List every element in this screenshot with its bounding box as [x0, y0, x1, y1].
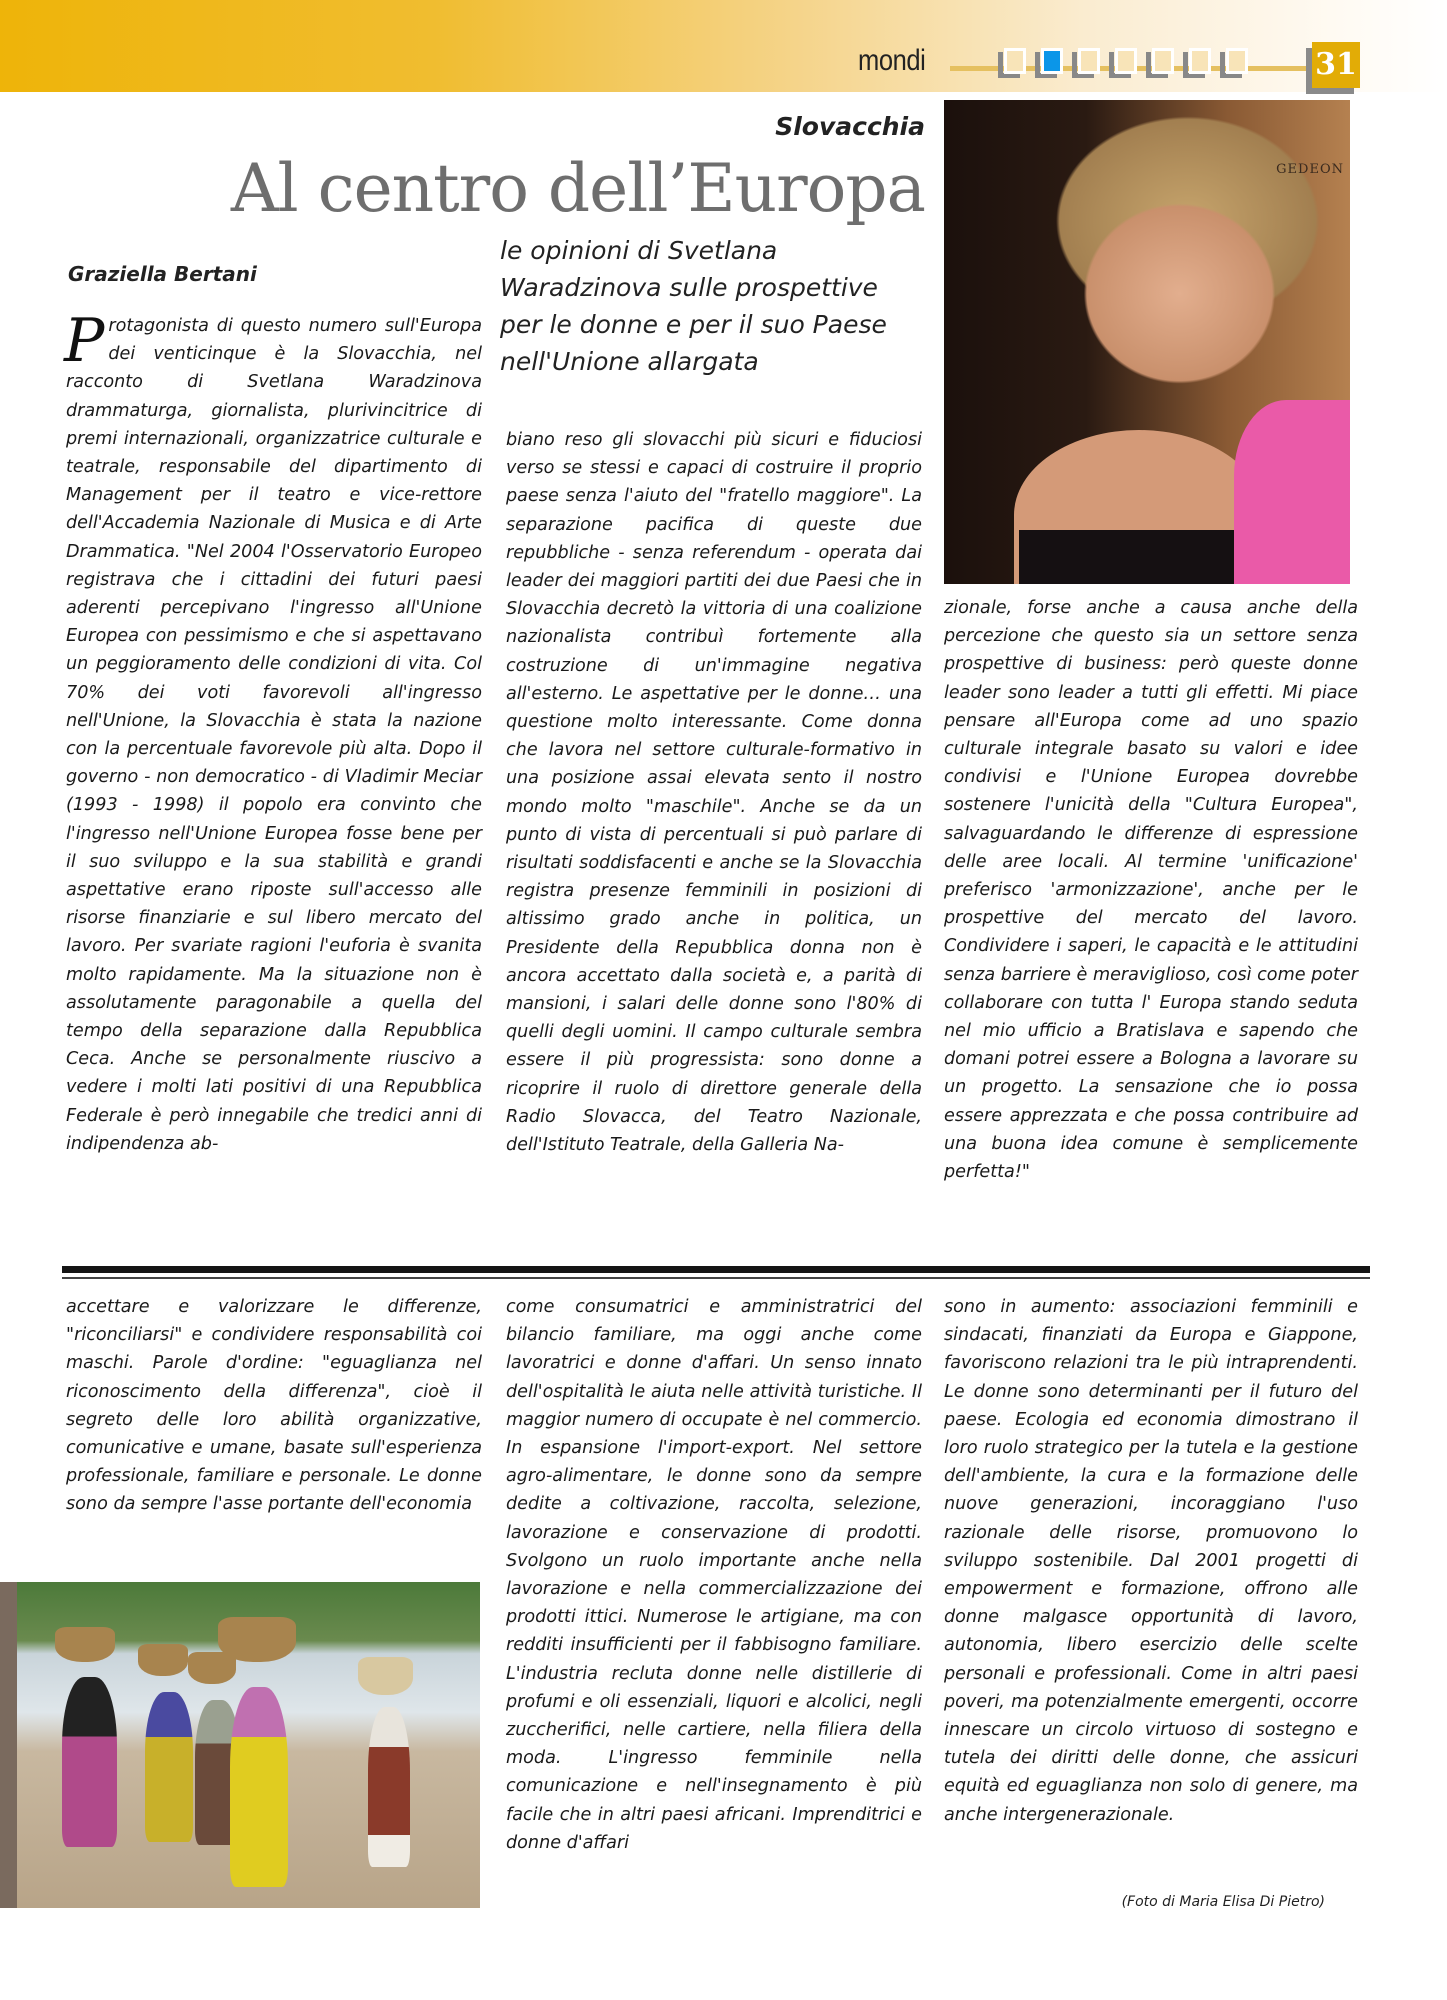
- beach-photo: [0, 1582, 480, 1908]
- woman-figure: [145, 1692, 193, 1842]
- basket-shape: [358, 1657, 413, 1695]
- section-divider-thin: [62, 1277, 1370, 1279]
- second-column-2-text: come consumatrici e amministratrici del bilancio familiare, ma oggi anche come lavoratrici e donne d'affari. Un senso innato dell'ospitalità le aiuta nelle attività turistiche. Il maggior numero di occupate è nel commercio. In espansione l'import-export. Nel settore agro-alimentare, le donne sono da sempre dedite a coltivazione, raccolta, selezione, lavorazione e conservazione di prodotti. Svolgono un ruolo importante anche nella lavorazione e nella commercializzazione dei prodotti ittici. Numerose le artigiane, ma con redditi insufficienti per il fabbisogno familiare. L'industria recluta donne nelle distillerie di profumi e oli essenziali, liquori e alcolici, negli zuccherifici, nelle cartiere, nella filiera della moda. L'ingresso femminile nella comunicazione e nell'insegnamento è più facile che in altri paesi africani. Imprenditrici e donne d'affari: [506, 1297, 922, 1853]
- section-divider-thick: [62, 1266, 1370, 1273]
- woman-figure: [368, 1707, 410, 1867]
- nav-box: [1226, 48, 1248, 74]
- article-column-2: [506, 426, 922, 1159]
- article-column-1: [64, 306, 482, 1158]
- nav-box: [1152, 48, 1174, 74]
- page-number: 31: [1312, 42, 1360, 88]
- portrait-pink-scarf-shape: [1234, 400, 1350, 584]
- column-2-text: biano reso gli slovacchi più sicuri e fiduciosi verso se stessi e capaci di costruire il proprio paese senza l'aiuto del "fratello maggiore". La separazione pacifica di queste due repubbliche - senza referendum - operata dai leader dei maggiori partiti dei due Paesi che in Slovacchia decretò la vittoria di una coalizione nazionalista contribuì fortemente alla costruzione di un'immagine negativa all'esterno. Le aspettative per le donne… una questione molto interessante. Come donna che lavora nel settore culturale-formativo in una posizione assai elevata sento il nostro mondo molto "maschile". Anche se da un punto di vista di percentuali si può parlare di risultati soddisfacenti e anche se la Slovacchia registra presenze femminili in posizioni di altissimo grado anche in politica, un Presidente della Repubblica donna non è ancora accettato dalla società e, a parità di mansioni, i salari delle donne sono l'80% di quelli degli uomini. Il campo culturale sembra essere il più progressista: sono donne a ricoprire il ruolo di direttore generale della Radio Slovacca, del Teatro Nazionale, dell'Istituto Teatrale, della Galleria Na-: [506, 430, 922, 1156]
- section-label: mondi: [858, 44, 926, 77]
- nav-box: [1078, 48, 1100, 74]
- article-author: Graziella Bertani: [68, 262, 257, 286]
- woman-figure: [230, 1687, 288, 1887]
- drop-cap: P: [64, 306, 105, 376]
- nav-box: [1004, 48, 1026, 74]
- nav-box: [1115, 48, 1137, 74]
- portrait-photo: [944, 100, 1350, 584]
- article-column-3: [944, 594, 1358, 1186]
- beach-photo-left-strip: [0, 1582, 17, 1908]
- basket-shape: [218, 1617, 296, 1662]
- nav-box: [1189, 48, 1211, 74]
- second-column-1-text: accettare e valorizzare le differenze, "riconciliarsi" e condividere responsabilità coi maschi. Parole d'ordine: "eguaglianza nel riconoscimento della differenza", cioè il segreto delle loro abilità organizzative, comunicative e umane, basate sull'esperienza professionale, familiare e personale. Le donne sono da sempre l'asse portante dell'economia: [66, 1297, 482, 1515]
- second-column-3-text: sono in aumento: associazioni femminili e sindacati, finanziati da Europa e Giappone, favoriscono relazioni tra le più intraprendenti. Le donne sono determinanti per il futuro del paese. Ecologia ed economia dimostrano il loro ruolo strategico per la tutela e la gestione dell'ambiente, la cura e la formazione delle nuove generazioni, incoraggiano l'uso razionale delle risorse, promuovono lo sviluppo sostenibile. Dal 2001 progetti di empowerment e formazione, offrono alle donne malgasce opportunità di lavoro, autonomia, libero esercizio delle scelte personali e professionali. Come in altri paesi poveri, ma potenzialmente emergenti, occorre innescare un circolo virtuoso di sostegno e tutela dei diritti delle donne, che assicuri equità ed eguaglianza non solo di genere, ma anche intergenerazionale.: [944, 1297, 1358, 1825]
- second-article-column-3: [944, 1293, 1358, 1829]
- second-article-column-1: [66, 1293, 482, 1519]
- column-3-text: zionale, forse anche a causa anche della percezione che questo sia un settore senza prospettive di business: però queste donne leader sono leader a tutti gli effetti. Mi piace pensare all'Europa come ad uno spazio culturale integrale basato su valori e idee condivisi e l'Unione Europea dovrebbe sostenere l'unicità della "Cultura Europea", salvaguardando le differenze di espressione delle aree locali. Al termine 'unificazione' preferisco 'armonizzazione', anche per le prospettive del mercato del lavoro. Condividere i saperi, le capacità e le attitudini senza barriere è meraviglioso, così come poter collaborare con tutta l' Europa stando seduta nel mio ufficio a Bratislava e sapendo che domani potrei essere a Bologna a lavorare su un progetto. La sensazione che io possa essere apprezzata e che possa contribuire ad una buona idea comune è semplicemente perfetta!": [944, 598, 1359, 1183]
- second-article-column-2: [506, 1293, 922, 1857]
- portrait-background-logo: GEDEON: [1276, 162, 1344, 177]
- basket-shape: [138, 1644, 188, 1676]
- column-1-text: rotagonista di questo numero sull'Europa dei venticinque è la Slovacchia, nel racconto di Svetlana Waradzinova drammaturga, giornalista, plurivincitrice di premi internazionali, organizzatrice culturale e teatrale, responsabile del dipartimento di Management per il teatro e vice-rettore dell'Accademia Nazionale di Musica e di Arte Drammatica. "Nel 2004 l'Osservatorio Europeo registrava che i cittadini dei futuri paesi aderenti percepivano l'ingresso all'Unione Europea con pessimismo e che si aspettavano un peggioramento delle condizioni di vita. Col 70% dei voti favorevoli all'ingresso nell'Unione, la Slovacchia è stata la nazione con la percentuale favorevole più alta. Dopo il governo - non democratico - di Vladimir Meciar (1993 - 1998) il popolo era convinto che l'ingresso nell'Unione Europea fosse bene per il suo sviluppo e la sua stabilità e grandi aspettative erano riposte sull'accesso alle risorse finanziarie e sul libero mercato del lavoro. Per svariate ragioni l'euforia è svanita molto rapidamente. Ma la situazione non è assolutamente paragonabile a quella del tempo della separazione dalla Repubblica Ceca. Anche se personalmente riuscivo a vedere i molti lati positivi di una Repubblica Federale è però innegabile che tredici anni di indipendenza ab-: [66, 316, 482, 1154]
- nav-box-active: [1041, 48, 1063, 74]
- article-title: Al centro dell’Europa: [230, 150, 925, 227]
- photo-credit: (Foto di Maria Elisa Di Pietro): [1121, 1894, 1325, 1910]
- header-band: [0, 0, 1447, 92]
- basket-shape: [55, 1627, 115, 1662]
- article-kicker: Slovacchia: [775, 112, 925, 141]
- woman-figure: [62, 1677, 117, 1847]
- article-subtitle: le opinioni di Svetlana Waradzinova sulle prospettive per le donne e per il suo Paese nell'Unione allargata: [500, 236, 887, 376]
